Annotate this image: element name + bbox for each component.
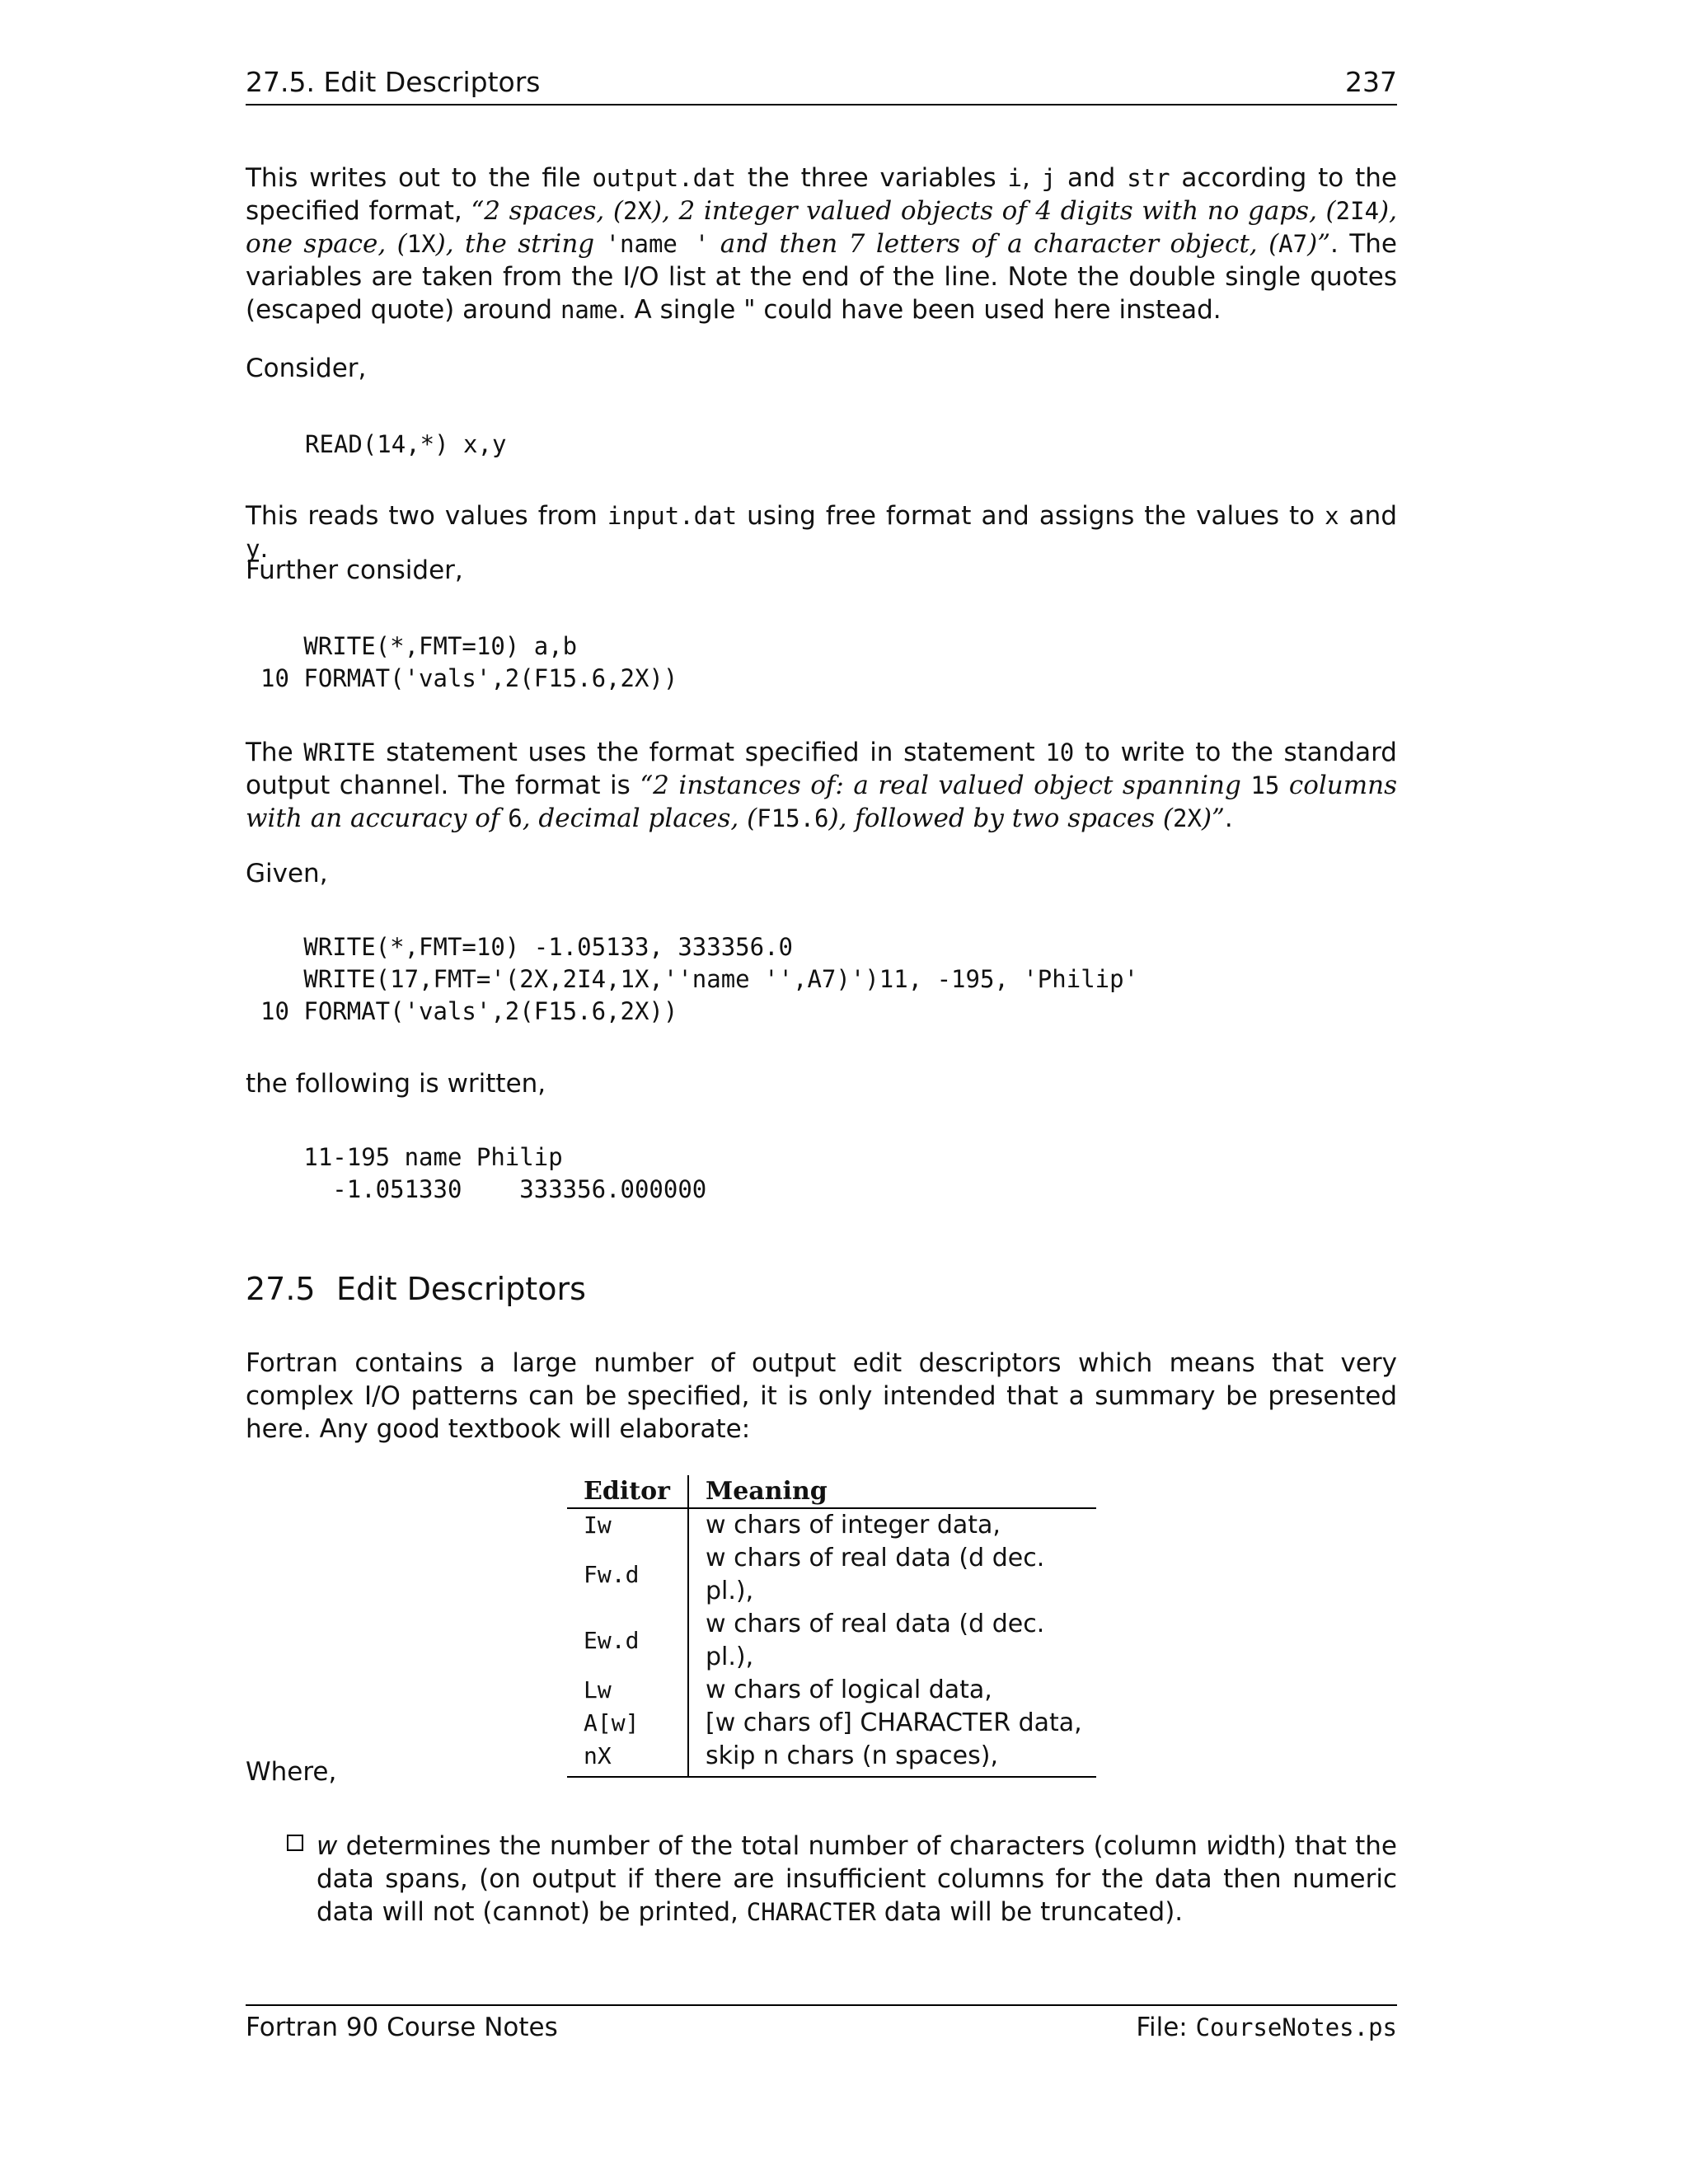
edit-descriptor-table: [567, 1475, 1096, 1778]
meaning-cell: skip n chars (n spaces),: [688, 1740, 1096, 1777]
text: ,: [1022, 163, 1042, 193]
bullet-item: [287, 1830, 1397, 1929]
text: The: [246, 738, 304, 767]
text: and: [1339, 501, 1397, 531]
meaning-cell: w chars of real data (d dec. pl.),: [706, 1610, 1045, 1671]
code-token: 2I4: [1335, 197, 1380, 225]
section-heading: [246, 1269, 586, 1309]
paragraph-write-explanation: [246, 162, 1397, 326]
running-footer: [246, 2004, 1397, 2047]
text: idth) that the data spans, (on output if there are insufficient columns for the data then numeric data will not (cannot) be printed,: [316, 1831, 1397, 1927]
editor-cell: A[w]: [567, 1707, 688, 1740]
text: . The variables are taken from the I/O list at the end of the line. Note the double single quotes (escaped quote) around: [246, 229, 1397, 325]
table-row: [567, 1707, 1096, 1740]
code-token: A7: [1278, 230, 1308, 258]
editor-cell: Ew.d: [567, 1608, 688, 1674]
table-row: [567, 1542, 1096, 1608]
table-row: [567, 1608, 1096, 1674]
code-var: str: [1127, 164, 1170, 192]
italic-text: , decimal places, (: [522, 804, 757, 833]
column-header-editor: Editor: [567, 1475, 688, 1508]
footer-file-label: File:: [1136, 2013, 1196, 2042]
section-title: Edit Descriptors: [336, 1271, 586, 1307]
italic-text: “2 spaces, (: [471, 196, 623, 226]
text: according to the specified format,: [246, 163, 1397, 226]
code-var: x: [1325, 502, 1339, 530]
bullet-box-icon: [287, 1835, 303, 1851]
text: to write to the standard output channel. The format is: [246, 738, 1397, 800]
code-filename: output.dat: [592, 164, 737, 192]
paragraph-write-statement: [246, 736, 1397, 835]
italic-text: )”: [1307, 229, 1331, 259]
code-block-read: READ(14,*) x,y: [305, 430, 507, 458]
meaning-cell: [w chars of] CHARACTER data,: [706, 1708, 1082, 1737]
italic-text: ), followed by two spaces (: [828, 804, 1174, 833]
further-consider-label: Further consider,: [246, 555, 463, 585]
footer-course-title: Fortran 90 Course Notes: [246, 2013, 558, 2042]
italic-text: w: [1206, 1831, 1227, 1861]
text: .: [260, 534, 269, 564]
code-token: 2X: [1173, 804, 1202, 832]
where-label: Where,: [246, 1757, 337, 1787]
table-row: [567, 1674, 1096, 1707]
text: the three variables: [736, 163, 1008, 193]
code-block-given: WRITE(*,FMT=10) -1.05133, 333356.0 WRITE(17,FMT='(2X,2I4,1X,''name '',A7)')11, -195, 'Philip' 10 FORMAT('vals',2(F15.6,2X)): [260, 933, 1139, 1025]
header-page-number: 237: [1345, 66, 1397, 98]
header-section-title: 27.5. Edit Descriptors: [246, 66, 541, 98]
text: .: [1224, 804, 1233, 833]
table-header-row: [567, 1475, 1096, 1508]
meaning-cell: w chars of real data (d dec. pl.),: [706, 1544, 1045, 1605]
code-token: 2X: [623, 197, 652, 225]
code-token: 10: [1045, 738, 1075, 766]
code-block-output: 11-195 name Philip -1.051330 333356.000000: [303, 1143, 707, 1203]
italic-text: and then 7 letters of a character object, (: [709, 229, 1279, 259]
paragraph-edit-descriptors-intro: Fortran contains a large number of output edit descriptors which means that very complex I/O patterns can be specified, it is only intended that a summary be presented here. Any good textbook will elaborate:: [246, 1348, 1397, 1444]
table-row: [567, 1508, 1096, 1542]
code-token: name: [560, 296, 618, 324]
code-block-write-format: WRITE(*,FMT=10) a,b 10 FORMAT('vals',2(F15.6,2X)): [260, 632, 678, 692]
code-token: 6: [508, 804, 523, 832]
following-written-label: the following is written,: [246, 1069, 546, 1099]
given-label: Given,: [246, 859, 328, 888]
meaning-cell: w chars of integer data,: [706, 1511, 1001, 1540]
editor-cell: Fw.d: [567, 1542, 688, 1608]
code-var: y: [246, 535, 260, 563]
footer-file: [1136, 2013, 1397, 2042]
code-token: WRITE: [303, 738, 376, 766]
italic-text: ), one space, (: [246, 196, 1397, 259]
text: . A single " could have been used here instead.: [617, 295, 1221, 325]
section-number: 27.5: [246, 1271, 316, 1307]
footer-file-name: CourseNotes.ps: [1195, 2013, 1397, 2041]
text: data will be truncated).: [875, 1897, 1184, 1927]
italic-text: ), 2 integer valued objects of 4 digits with no gaps, (: [651, 196, 1336, 226]
text: statement uses the format specified in statement: [375, 738, 1046, 767]
document-page: [246, 0, 1397, 2184]
code-filename: input.dat: [607, 502, 738, 530]
italic-text: ), the string: [435, 229, 606, 259]
text: determines the number of the total number of characters (column: [337, 1831, 1207, 1861]
italic-text: “2 instances of: a real valued object spanning: [640, 771, 1251, 800]
code-token: 1X: [406, 230, 436, 258]
text: and: [1056, 163, 1128, 193]
editor-cell: Iw: [567, 1508, 688, 1542]
italic-text: )”: [1201, 804, 1225, 833]
code-token: 'name ': [605, 230, 710, 258]
bullet-text: [316, 1830, 1397, 1929]
editor-cell: nX: [567, 1740, 688, 1777]
code-token: F15.6: [757, 804, 829, 832]
text: using free format and assigns the values to: [737, 501, 1325, 531]
code-token: CHARACTER: [746, 1898, 876, 1926]
italic-text: columns with an accuracy of: [246, 771, 1398, 833]
code-var: i: [1007, 164, 1023, 192]
running-header: [246, 66, 1397, 105]
italic-text: w: [316, 1831, 338, 1861]
text: This writes out to the file: [246, 163, 593, 193]
meaning-cell: w chars of logical data,: [706, 1675, 992, 1704]
editor-cell: Lw: [567, 1674, 688, 1707]
consider-label: Consider,: [246, 354, 367, 383]
code-var: j: [1041, 164, 1057, 192]
code-token: 15: [1250, 771, 1280, 799]
column-header-meaning: Meaning: [688, 1475, 1096, 1508]
text: This reads two values from: [246, 501, 607, 531]
